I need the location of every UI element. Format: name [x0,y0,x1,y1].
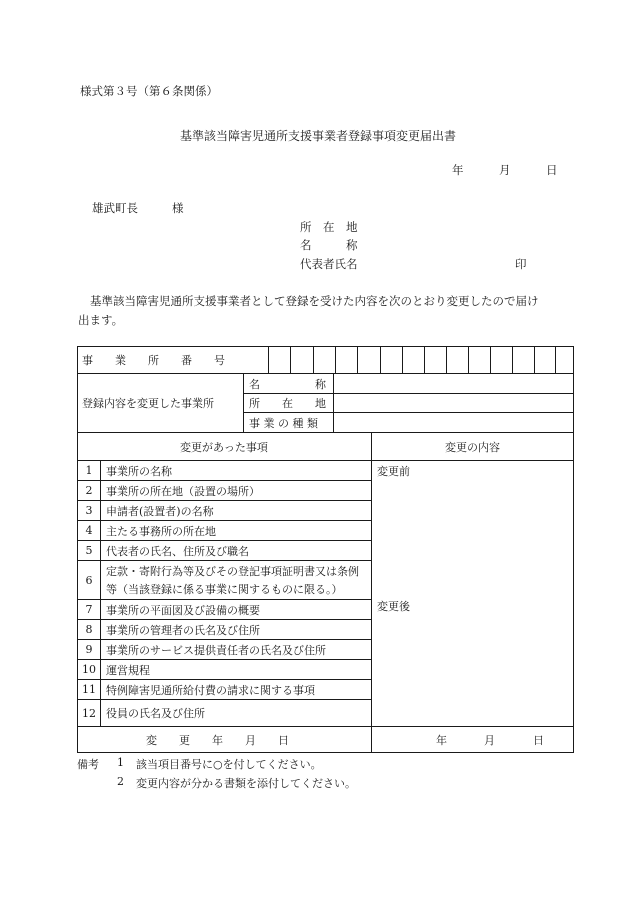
office-number-digit-4[interactable] [336,347,357,373]
item-number[interactable]: 3 [85,504,93,517]
note-1-text: 該当項目番号に○を付してください。 [136,758,322,771]
item-label-line2: 等（当該登録に係る事業に関するものに限る。） [106,583,343,596]
item-number[interactable]: 12 [82,706,96,720]
item-number[interactable]: 4 [85,524,93,537]
item-number[interactable]: 8 [85,623,93,636]
after-change-label: 変更後 [377,600,410,613]
items-header: 変更があった事項 [180,440,268,454]
business-type-field[interactable] [334,413,573,432]
office-location-field[interactable] [334,394,573,412]
office-number-digit-6[interactable] [381,347,402,373]
item-number[interactable]: 10 [82,663,96,676]
change-date-label: 変 更 年 月 日 [146,733,289,747]
applicant-name-label: 名 称 [300,238,358,252]
office-number-digit-7[interactable] [403,347,424,373]
office-number-digit-11[interactable] [491,347,512,373]
office-number-digit-1[interactable] [269,347,290,373]
item-label: 特例障害児通所給付費の請求に関する事項 [106,683,315,697]
business-type-label: 事 業 の 種 類 [249,416,318,430]
content-header: 変更の内容 [445,440,500,454]
seal-mark: 印 [515,257,527,271]
item-number[interactable]: 11 [82,683,96,696]
body-text-line1: 基準該当障害児通所支援事業者として登録を受けた内容を次のとおり変更したので届け [90,294,539,308]
applicant-representative-label: 代表者氏名 [300,257,358,271]
date-month-label: 月 [499,163,511,177]
change-date-month: 月 [484,733,495,747]
before-change-label: 変更前 [377,465,410,478]
item-label: 事業所の名称 [106,464,172,478]
office-number-digit-3[interactable] [314,347,335,373]
office-number-digit-10[interactable] [469,347,490,373]
office-name-label: 名 称 [249,377,326,391]
form-id: 様式第３号（第６条関係） [80,84,218,98]
office-number-digit-13[interactable] [535,347,555,373]
item-number[interactable]: 6 [85,573,93,587]
changed-office-label: 登録内容を変更した事業所 [82,397,214,410]
office-number-digit-9[interactable] [447,347,468,373]
date-day-label: 日 [546,163,558,177]
office-number-digit-14[interactable] [556,347,573,373]
office-number-digit-12[interactable] [513,347,534,373]
item-number[interactable]: 2 [85,484,93,497]
note-2-text: 変更内容が分かる書類を添付してください。 [136,777,356,790]
after-change-field[interactable] [372,612,573,725]
item-label: 代表者の氏名、住所及び職名 [106,544,249,558]
item-label: 事業所の所在地（設置の場所） [106,484,260,498]
change-date-day: 日 [533,733,544,747]
note-2-number: 2 [117,775,124,788]
notes-label: 備考 [77,758,99,771]
date-year-label: 年 [452,163,464,177]
item-number[interactable]: 7 [85,603,93,616]
item-label: 事業所の平面図及び設備の概要 [106,603,260,617]
office-number-label: 事 業 所 番 号 [82,354,225,367]
office-location-label: 所 在 地 [249,397,326,410]
item-number[interactable]: 5 [85,544,93,557]
item-label: 運営規程 [106,663,150,677]
item-label: 役員の氏名及び住所 [106,707,205,720]
item-label: 申請者(設置者)の名称 [106,504,214,518]
before-change-field[interactable] [372,476,573,590]
item-number[interactable]: 1 [85,464,93,477]
applicant-location-label: 所 在 地 [300,220,358,234]
document-title: 基準該当障害児通所支援事業者登録事項変更届出書 [180,129,457,143]
recipient-name: 雄武町長 [92,201,138,215]
item-number[interactable]: 9 [85,643,93,656]
item-label: 主たる事務所の所在地 [106,524,216,538]
item-label: 事業所の管理者の氏名及び住所 [106,623,260,637]
change-date-year: 年 [436,733,447,747]
note-1-number: 1 [117,756,124,769]
office-number-digit-5[interactable] [358,347,379,373]
item-label: 事業所のサービス提供責任者の氏名及び住所 [106,643,326,657]
recipient-honorific: 様 [172,201,184,215]
body-text-line2: 出ます。 [78,313,124,327]
office-number-digit-8[interactable] [425,347,446,373]
office-name-field[interactable] [334,374,573,393]
office-number-digit-2[interactable] [291,347,312,373]
item-label: 定款・寄附行為等及びその登記事項証明書又は条例 [106,565,359,578]
